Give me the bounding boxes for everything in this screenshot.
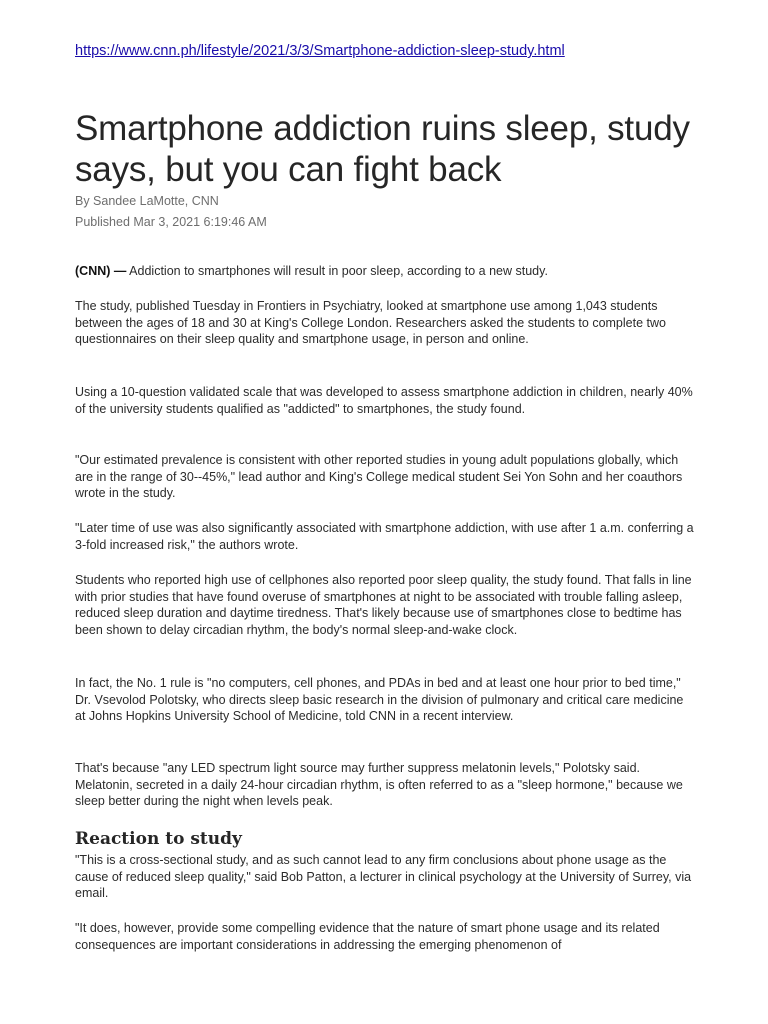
article-dateline: (CNN) — (75, 264, 127, 278)
section-heading: Reaction to study (75, 829, 242, 849)
article-headline: Smartphone addiction ruins sleep, study says, but you can fight back (75, 109, 690, 189)
article-lead-text: Addiction to smartphones will result in poor sleep, according to a new study. (126, 264, 548, 278)
article-paragraph: "It does, however, provide some compelling evidence that the nature of smart phone usage and its related consequences are important considerations in addressing the emerging phenomenon of (75, 921, 660, 952)
article-paragraph: In fact, the No. 1 rule is "no computers, cell phones, and PDAs in bed and at least one hour prior to bed time," Dr. Vsevolod Polotsky, who directs sleep basic research in the division of pulmonary and critical care medicine at Johns Hopkins University School of Medicine, told CNN in a recent interview. (75, 676, 684, 724)
article-paragraph: "This is a cross-sectional study, and as such cannot lead to any firm conclusions about phone usage as the cause of reduced sleep quality," said Bob Patton, a lecturer in clinical psychology at the University of Surrey, via email. (75, 853, 692, 901)
source-url-link[interactable]: https://www.cnn.ph/lifestyle/2021/3/3/Smartphone-addiction-sleep-study.html (75, 43, 565, 59)
article-published-date: Published Mar 3, 2021 6:19:46 AM (75, 215, 267, 229)
article-lead-paragraph (75, 263, 695, 280)
article-paragraph: "Our estimated prevalence is consistent with other reported studies in young adult populations globally, which are in the range of 30--45%," lead author and King's College medical student Sei Yon Sohn and her coauthors wrote in the study. (75, 453, 683, 501)
article-byline: By Sandee LaMotte, CNN (75, 194, 219, 208)
article-paragraph: That's because "any LED spectrum light source may further suppress melatonin levels," Polotsky said. Melatonin, secreted in a daily 24-hour circadian rhythm, is often referred to as a "sleep hormone," because we sleep better during the night when levels peak. (75, 761, 683, 809)
article-paragraph: Students who reported high use of cellphones also reported poor sleep quality, the study found. That falls in line with prior studies that have found overuse of smartphones at night to be associated with trouble falling asleep, reduced sleep duration and daytime tiredness. That's likely because use of smartphones close to bedtime has been shown to delay circadian rhythm, the body's normal sleep-and-wake clock. (75, 573, 692, 637)
article-paragraph: "Later time of use was also significantly associated with smartphone addiction, with use after 1 a.m. conferring a 3-fold increased risk," the authors wrote. (75, 521, 694, 552)
article-paragraph: The study, published Tuesday in Frontiers in Psychiatry, looked at smartphone use among 1,043 students between the ages of 18 and 30 at King's College London. Researchers asked the students to complete two questionnaires on their sleep quality and smartphone usage, in person and online. (75, 299, 666, 347)
article-paragraph: Using a 10-question validated scale that was developed to assess smartphone addiction in children, nearly 40% of the university students qualified as "addicted" to smartphones, the study found. (75, 385, 693, 416)
